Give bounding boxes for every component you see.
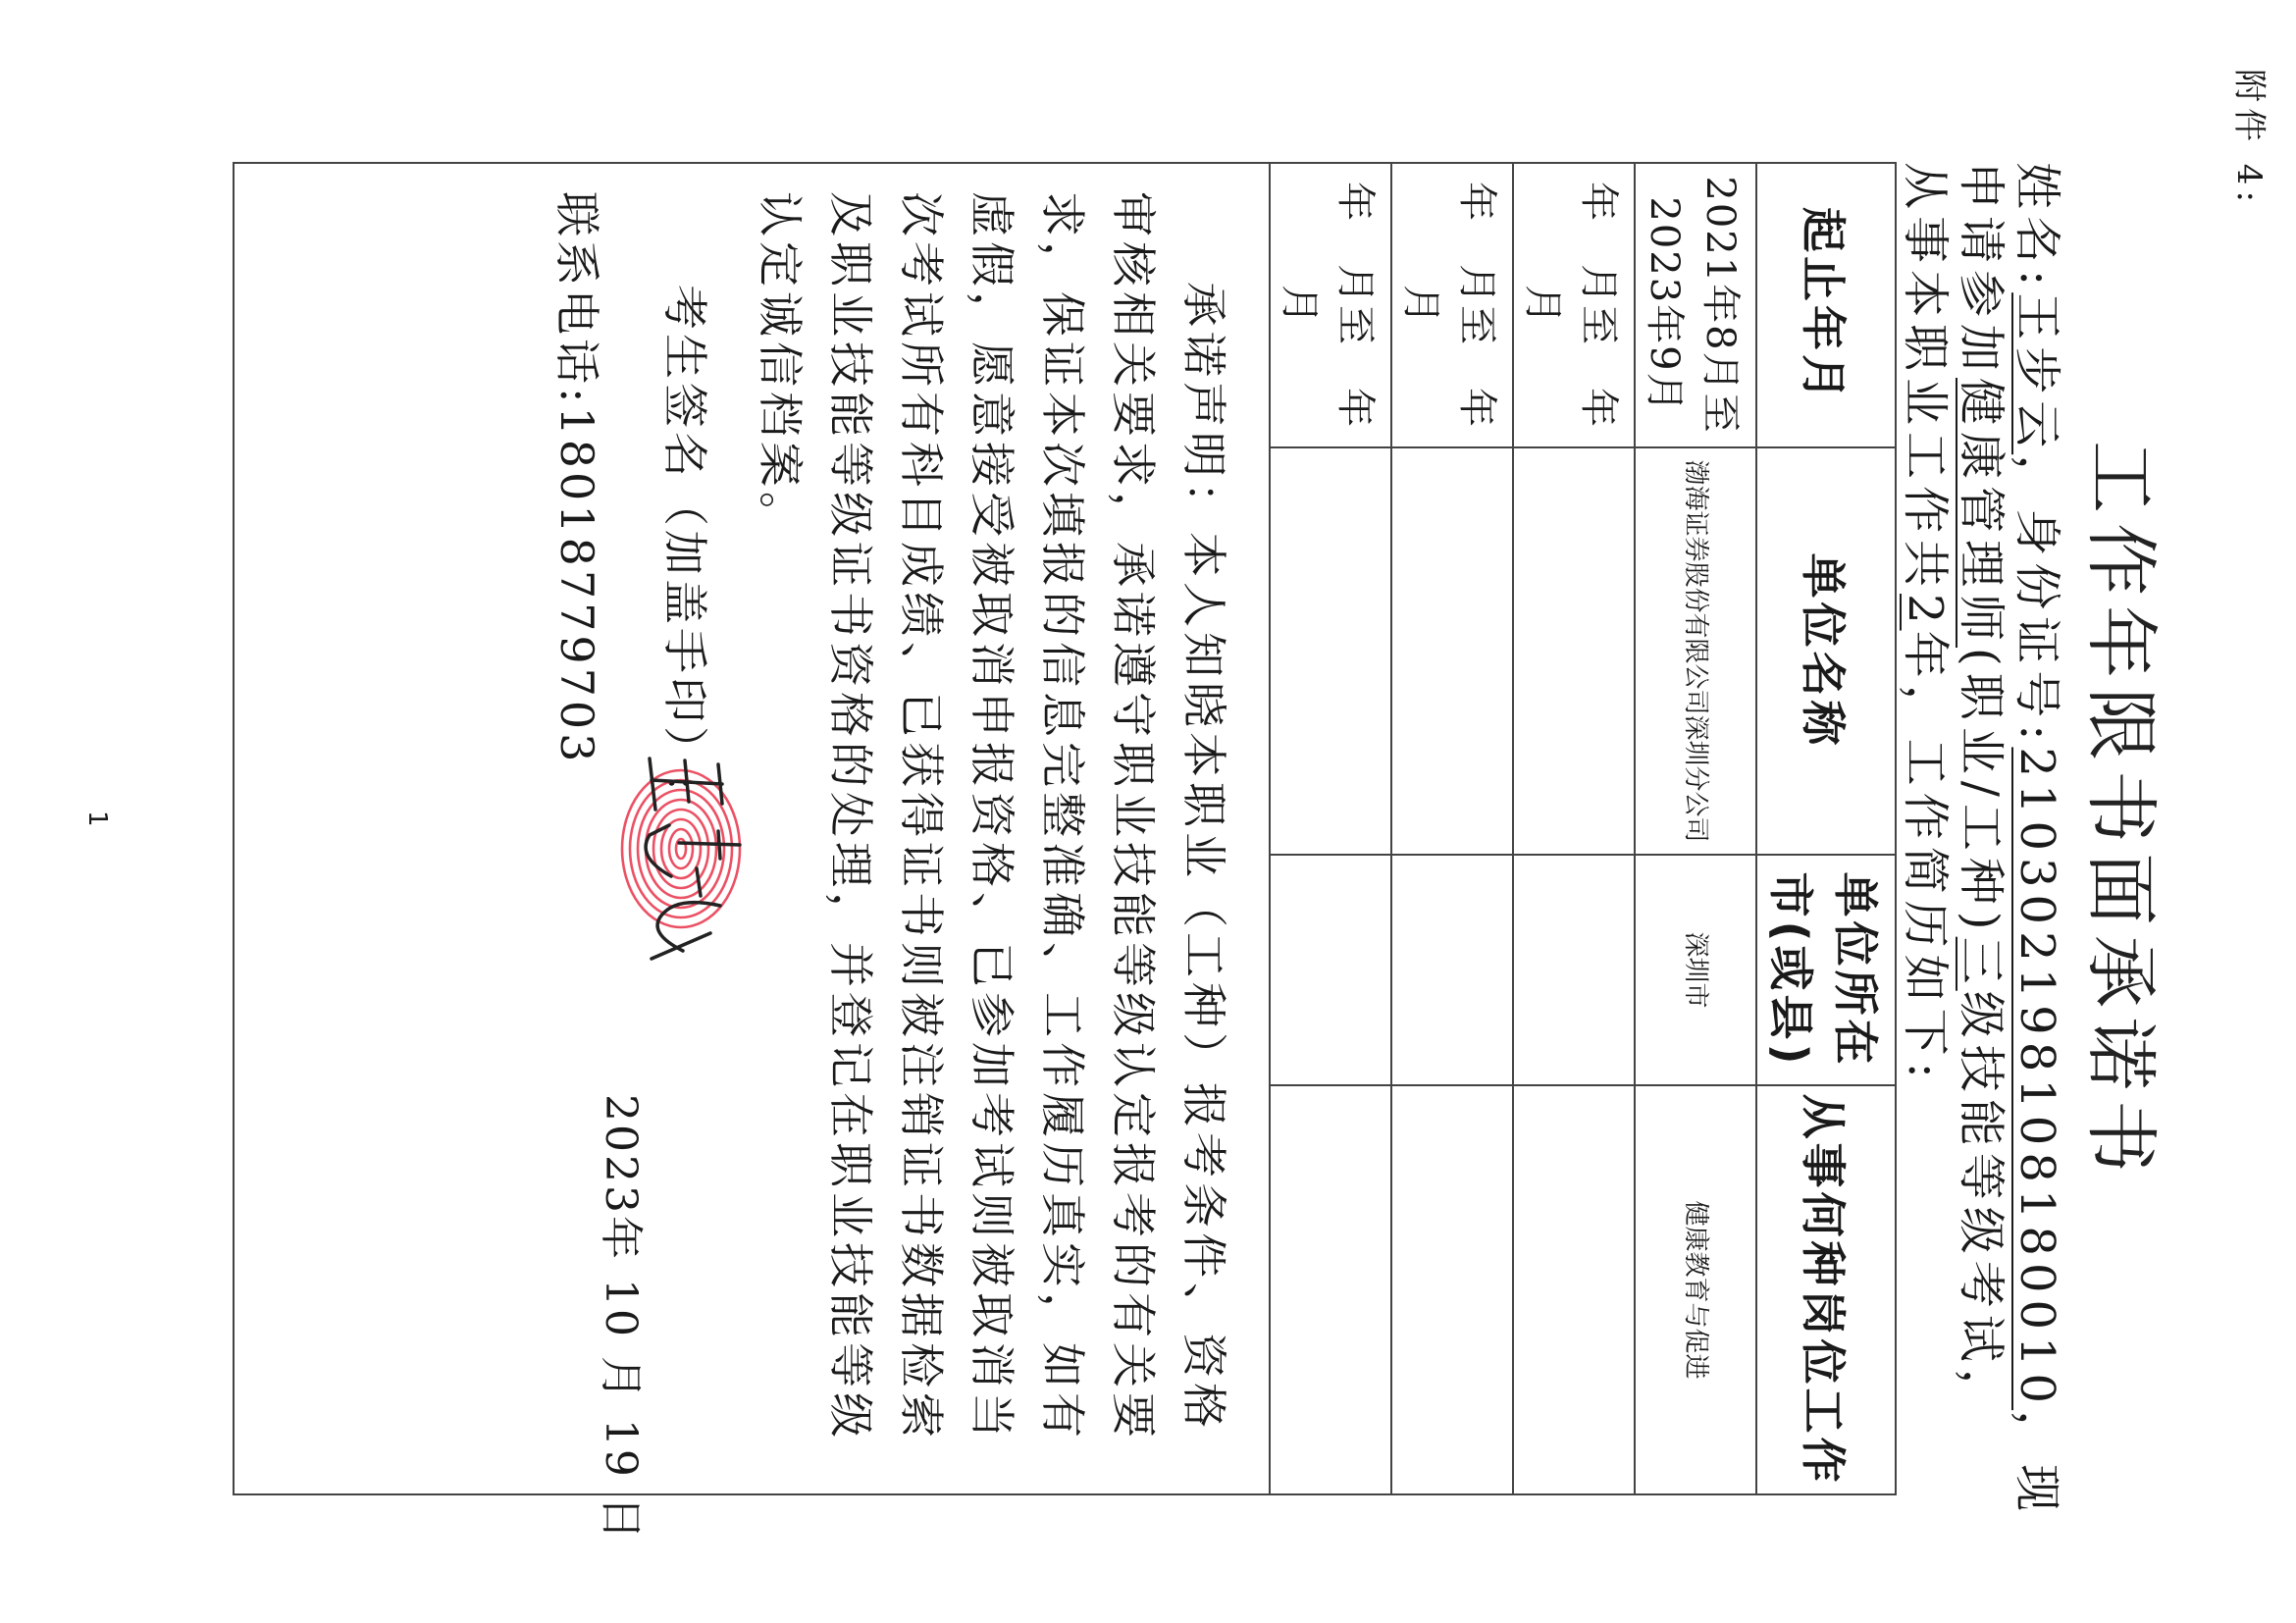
row-company — [1513, 447, 1635, 855]
id-number: 210302198108180010 — [2009, 747, 2064, 1411]
attachment-label: 附件 4: — [2229, 69, 2269, 208]
work-years: 2 — [1898, 594, 1953, 631]
occupation: 健康管理师 — [1954, 378, 2009, 649]
line-1-suffix: ，现 — [2009, 1410, 2064, 1519]
row-period: 年 月至 年 月 — [1270, 163, 1391, 447]
header-city: 单位所在市(或县) — [1756, 855, 1896, 1085]
fingerprint-signature-mark — [583, 741, 779, 967]
applicant-line-3 — [1896, 162, 1963, 1085]
name-label: 姓名: — [2009, 162, 2064, 293]
header-company: 单位名称 — [1756, 447, 1896, 855]
pledge-row — [234, 163, 1270, 1494]
table-row — [1270, 163, 1391, 1494]
page-title: 工作年限书面承诺书 — [2078, 441, 2163, 1182]
work-history-table — [233, 162, 1897, 1543]
signature-area — [235, 191, 745, 1543]
phone-label: 联系电话: — [550, 191, 603, 407]
level-suffix: 级技能等级考试， — [1954, 990, 2009, 1423]
row-period: 年 月至 年 月 — [1513, 163, 1635, 447]
years-prefix: 从事本职业工作共 — [1898, 162, 1953, 595]
pledge-statement: 承诺声明：本人知晓本职业（工种）报考条件、资格审核相关要求，承诺遵守职业技能等级认定报考的有关要求，保证本次填报的信息完整准确、工作履历真实，如有虚假，愿意接受被取消申报资格、已参加考试则被取消当次考试所有科目成绩、已获得证书则被注销证书数据检索及职业技能等级证书资格的处理，并登记在职业技能等级认定诚信档案。 — [754, 191, 1230, 1442]
table-row — [1635, 163, 1756, 1494]
row-period: 2021年8月至2023年9月 — [1635, 163, 1756, 447]
handwritten-signature — [646, 759, 740, 959]
header-position: 从事何种岗位工作 — [1756, 1085, 1896, 1494]
row-position — [1391, 1085, 1513, 1494]
skill-level: 三 — [1954, 936, 2009, 991]
row-company — [1391, 447, 1513, 855]
table-row — [1513, 163, 1635, 1494]
row-position — [1513, 1085, 1635, 1494]
row-company: 渤海证券股份有限公司深圳分公司 — [1635, 447, 1756, 855]
row-position: 健康教育与促进 — [1635, 1085, 1756, 1494]
table-header-row — [1756, 163, 1896, 1494]
header-period: 起止年月 — [1756, 163, 1896, 447]
years-suffix: 年，工作简历如下: — [1898, 630, 1953, 1085]
page-number: 1 — [82, 811, 112, 827]
table-row — [1391, 163, 1513, 1494]
row-period: 年 月至 年 月 — [1391, 163, 1513, 447]
occupation-type-label: (职业/工种) — [1954, 648, 2009, 937]
sign-date: 2023年 10 月 19 日 — [596, 1094, 646, 1543]
phone-number: 18018779703 — [550, 406, 603, 766]
signature-label: 考生签名（加盖手印）: — [658, 285, 711, 795]
phone-line — [548, 191, 612, 765]
row-city — [1391, 855, 1513, 1085]
id-label: ，身份证号: — [2009, 454, 2064, 748]
applicant-name: 王步云 — [2009, 292, 2064, 455]
pledge-cell — [234, 163, 1270, 1543]
row-position — [1270, 1085, 1391, 1494]
row-city — [1270, 855, 1391, 1085]
row-company — [1270, 447, 1391, 855]
row-city — [1513, 855, 1635, 1085]
row-city: 深圳市 — [1635, 855, 1756, 1085]
apply-label: 申请参加 — [1954, 162, 2009, 379]
